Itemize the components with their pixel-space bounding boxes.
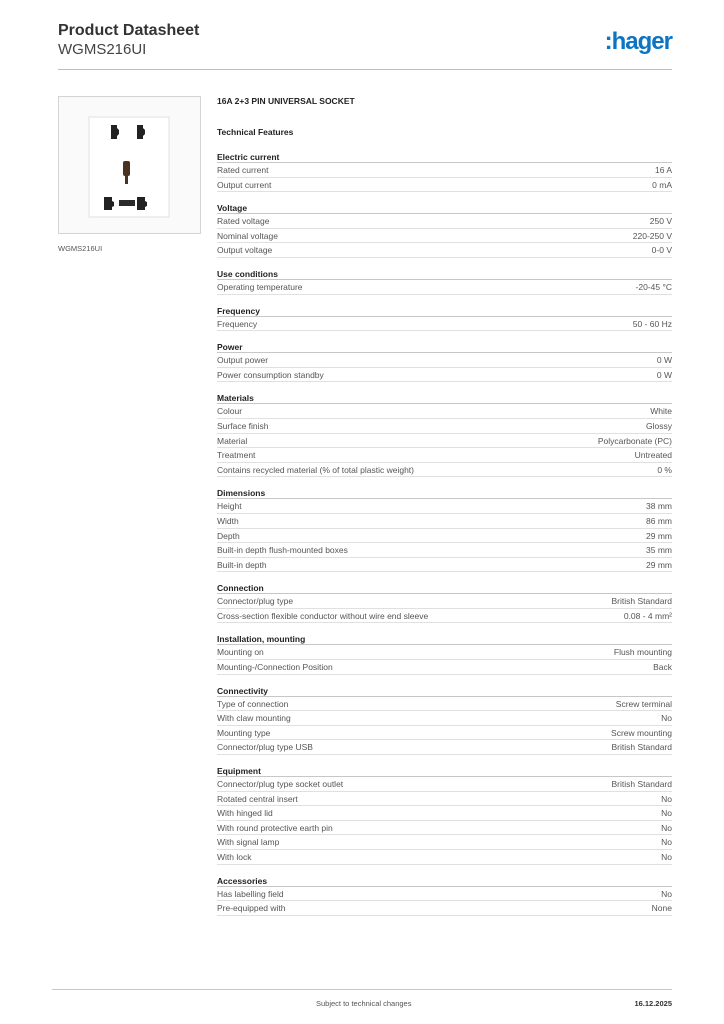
feature-row <box>217 543 672 558</box>
section-title: Electric current <box>217 151 672 163</box>
feature-value: -20-45 °C <box>635 281 672 292</box>
section-title: Equipment <box>217 765 672 777</box>
feature-label: Surface finish <box>217 420 269 431</box>
feature-label: Output current <box>217 179 272 190</box>
feature-label: With round protective earth pin <box>217 822 333 833</box>
feature-row <box>217 214 672 229</box>
feature-value: 0 W <box>656 369 672 380</box>
feature-row <box>217 434 672 449</box>
feature-value: No <box>661 852 672 862</box>
feature-label: Contains recycled material (% of total plastic weight) <box>217 464 414 475</box>
feature-label: Rated current <box>217 165 269 175</box>
feature-row <box>217 514 672 529</box>
feature-value: Untreated <box>634 450 672 461</box>
doc-title: Product Datasheet <box>58 22 200 39</box>
product-caption: WGMS216UI <box>58 244 103 253</box>
footer-date: 16.12.2025 <box>634 999 672 1008</box>
feature-value: No <box>661 837 672 848</box>
feature-value: 220-250 V <box>632 230 672 241</box>
feature-value: British Standard <box>611 596 672 607</box>
feature-row <box>217 353 672 368</box>
feature-label: Mounting-/Connection Position <box>217 662 333 673</box>
feature-section <box>217 305 672 332</box>
feature-label: Operating temperature <box>217 281 303 292</box>
feature-row <box>217 697 672 712</box>
feature-value: White <box>650 406 672 417</box>
feature-label: Connector/plug type socket outlet <box>217 779 344 790</box>
feature-section <box>217 268 672 295</box>
feature-section <box>217 633 672 674</box>
feature-value: 50 - 60 Hz <box>632 318 672 329</box>
section-title: Connection <box>217 582 672 594</box>
feature-row <box>217 280 672 295</box>
section-title: Power <box>217 341 672 353</box>
feature-row <box>217 726 672 741</box>
feature-label: With hinged lid <box>217 808 273 819</box>
feature-label: Cross-section flexible conductor without wire end sleeve <box>217 610 429 621</box>
feature-label: Rated voltage <box>217 216 270 227</box>
section-title: Use conditions <box>217 268 672 280</box>
feature-value: Flush mounting <box>613 647 672 658</box>
feature-label: Connector/plug type USB <box>217 742 313 753</box>
feature-value: 0 mA <box>652 179 672 190</box>
feature-value: 250 V <box>649 216 672 227</box>
feature-row <box>217 740 672 755</box>
section-title: Connectivity <box>217 685 672 697</box>
hager-logo: :hager <box>604 28 672 55</box>
tech-features-title: Technical Features <box>217 127 294 137</box>
feature-row <box>217 835 672 850</box>
feature-row <box>217 419 672 434</box>
feature-value: No <box>661 808 672 819</box>
section-title: Voltage <box>217 202 672 214</box>
feature-row <box>217 529 672 544</box>
feature-label: With signal lamp <box>217 837 280 848</box>
feature-value: 16 A <box>654 165 672 175</box>
feature-label: Built-in depth flush-mounted boxes <box>217 545 348 556</box>
feature-row <box>217 609 672 624</box>
feature-row <box>217 850 672 865</box>
feature-label: Height <box>217 501 242 512</box>
feature-label: Colour <box>217 406 243 417</box>
feature-value: 0 % <box>657 464 672 475</box>
feature-label: Built-in depth <box>217 559 267 570</box>
feature-row <box>217 558 672 573</box>
feature-label: Has labelling field <box>217 888 284 899</box>
section-title: Dimensions <box>217 487 672 499</box>
feature-row <box>217 368 672 383</box>
feature-value: Screw terminal <box>615 698 672 709</box>
section-title: Frequency <box>217 305 672 317</box>
feature-label: Connector/plug type <box>217 596 294 607</box>
feature-row <box>217 711 672 726</box>
feature-value: No <box>661 793 672 804</box>
footer-note: Subject to technical changes <box>316 999 412 1008</box>
feature-label: Power consumption standby <box>217 369 324 380</box>
feature-section <box>217 685 672 755</box>
feature-value: Glossy <box>646 420 672 431</box>
feature-value: Screw mounting <box>611 727 672 738</box>
feature-section <box>217 765 672 865</box>
socket-image-icon <box>59 97 200 233</box>
feature-value: 0-0 V <box>651 245 672 256</box>
feature-value: 38 mm <box>646 501 672 512</box>
feature-label: Width <box>217 515 239 526</box>
feature-section <box>217 487 672 572</box>
feature-row <box>217 645 672 660</box>
feature-value: Polycarbonate (PC) <box>597 435 672 446</box>
feature-value: No <box>661 888 672 899</box>
feature-sections <box>217 151 672 916</box>
feature-row <box>217 178 672 193</box>
feature-label: Frequency <box>217 318 258 329</box>
feature-section <box>217 875 672 916</box>
feature-label: With lock <box>217 852 252 862</box>
feature-row <box>217 163 672 178</box>
feature-label: Depth <box>217 530 240 541</box>
feature-value: Back <box>653 662 672 673</box>
feature-value: No <box>661 822 672 833</box>
feature-row <box>217 317 672 332</box>
feature-section <box>217 202 672 258</box>
feature-section <box>217 582 672 623</box>
feature-value: No <box>661 713 672 724</box>
feature-section <box>217 392 672 477</box>
feature-value: 29 mm <box>646 559 672 570</box>
feature-label: Nominal voltage <box>217 230 278 241</box>
feature-value: 0 W <box>656 355 672 366</box>
section-title: Materials <box>217 392 672 404</box>
product-name: 16A 2+3 PIN UNIVERSAL SOCKET <box>217 96 355 106</box>
feature-row <box>217 660 672 675</box>
feature-value: British Standard <box>611 779 672 790</box>
doc-subtitle: WGMS216UI <box>58 41 147 58</box>
feature-section <box>217 151 672 192</box>
page-header <box>58 22 672 70</box>
section-title: Accessories <box>217 875 672 887</box>
feature-label: Output power <box>217 355 269 366</box>
feature-label: With claw mounting <box>217 713 291 724</box>
feature-row <box>217 594 672 609</box>
footer-divider <box>52 989 672 990</box>
feature-value: None <box>651 903 672 914</box>
feature-value: British Standard <box>611 742 672 753</box>
feature-row <box>217 499 672 514</box>
feature-label: Mounting type <box>217 727 271 738</box>
feature-row <box>217 806 672 821</box>
feature-value: 35 mm <box>646 545 672 556</box>
feature-label: Output voltage <box>217 245 273 256</box>
feature-row <box>217 463 672 478</box>
feature-row <box>217 448 672 463</box>
feature-row <box>217 901 672 916</box>
feature-row <box>217 821 672 836</box>
feature-label: Treatment <box>217 450 256 461</box>
feature-row <box>217 404 672 419</box>
feature-label: Mounting on <box>217 647 264 658</box>
feature-row <box>217 777 672 792</box>
feature-value: 29 mm <box>646 530 672 541</box>
feature-row <box>217 792 672 807</box>
feature-value: 0.08 - 4 mm² <box>623 610 672 621</box>
datasheet-content <box>217 96 672 926</box>
feature-section <box>217 341 672 382</box>
feature-label: Material <box>217 435 248 446</box>
feature-value: 86 mm <box>646 515 672 526</box>
feature-row <box>217 243 672 258</box>
feature-label: Rotated central insert <box>217 793 298 804</box>
feature-label: Pre-equipped with <box>217 903 286 914</box>
feature-row <box>217 887 672 902</box>
feature-row <box>217 229 672 244</box>
section-title: Installation, mounting <box>217 633 672 645</box>
product-image <box>58 96 201 234</box>
feature-label: Type of connection <box>217 698 289 709</box>
